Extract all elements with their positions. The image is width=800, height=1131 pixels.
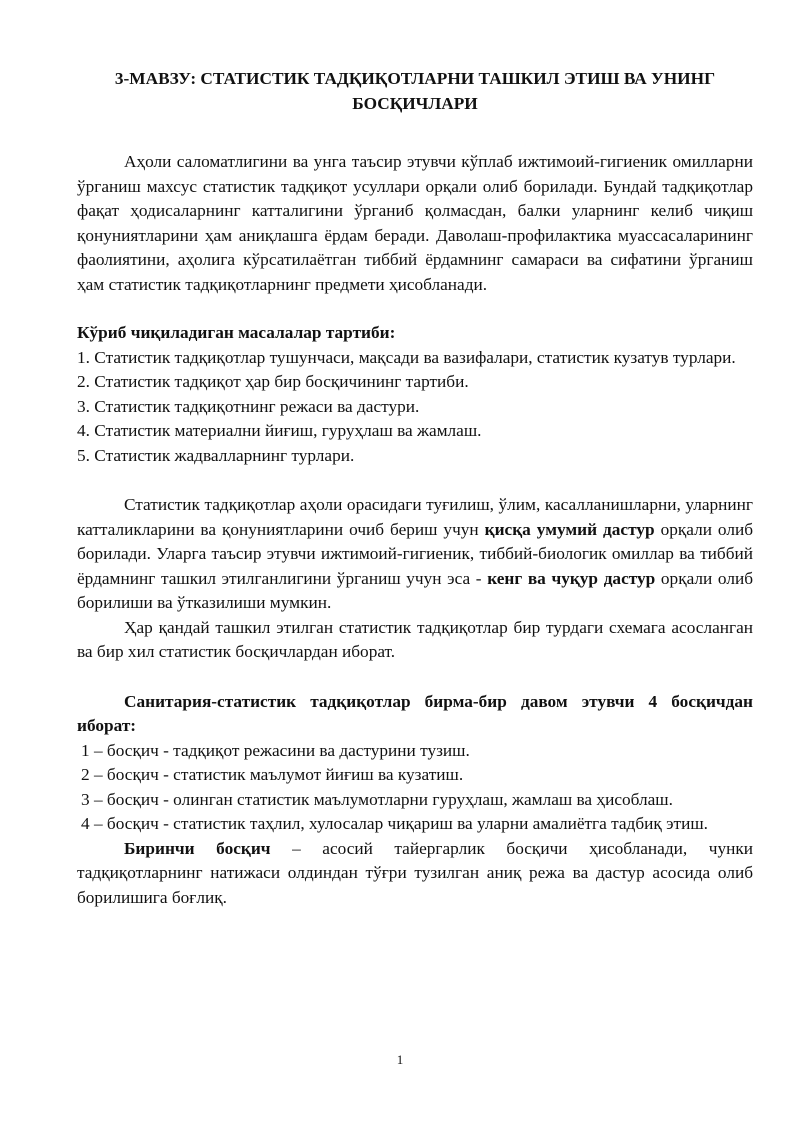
- list-item: 4 – босқич - статистик таҳлил, хулосалар чиқариш ва уларни амалиётга тадбиқ этиш.: [81, 814, 708, 833]
- list-item: 2 – босқич - статистик маълумот йиғиш ва кузатиш.: [81, 765, 464, 784]
- broad-program-term: кенг ва чуқур дастур: [487, 568, 656, 588]
- short-program-term: қисқа умумий дастур: [484, 519, 655, 539]
- list-item: 3 – босқич - олинган статистик маълумотларни гуруҳлаш, жамлаш ва ҳисоблаш.: [81, 789, 673, 809]
- topics-heading: Кўриб чиқиладиган масалалар тартиби:: [77, 323, 396, 342]
- list-item: 3. Статистик тадқиқотнинг режаси ва дастури.: [77, 396, 420, 416]
- list-item: 1 – босқич - тадқиқот режасини ва дастурини тузиш.: [81, 740, 470, 760]
- list-item: 4. Статистик материални йиғиш, гуруҳлаш ва жамлаш.: [77, 421, 482, 440]
- list-item: 2. Статистик тадқиқот ҳар бир босқичининг тартиби.: [77, 372, 469, 391]
- stages-list: [77, 739, 753, 837]
- first-stage-paragraph: [77, 837, 753, 911]
- first-stage-text: – асосий тайергарлик босқичи ҳисобланади, чунки тадқиқотларнинг натижаси олдиндан тўғри тузилган аниқ режа ва дастур асосида олиб борилишига боғлиқ.: [77, 838, 753, 907]
- first-stage-term: Биринчи босқич: [124, 838, 271, 858]
- scheme-paragraph: Ҳар қандай ташкил этилган статистик тадқиқотлар бир турдаги схемага асосланган ва бир хил статистик босқичлардан иборат.: [77, 617, 753, 661]
- program-text-2: орқали олиб борилади. Уларга таъсир этувчи ижтимоий-гигиеник, тиббий-биологик омиллар ва тиббий ёрдамнинг ташкил этилганлигини ўрганиш учун эса -: [77, 519, 754, 588]
- program-text-3: орқали олиб борилиши ва ўтказилиши мумкин.: [77, 568, 754, 612]
- list-item: 5. Статистик жадвалларнинг турлари.: [77, 445, 355, 465]
- list-item: 1. Статистик тадқиқотлар тушунчаси, мақсади ва вазифалари, статистик кузатув турлари.: [77, 347, 736, 367]
- program-paragraph: [77, 493, 753, 616]
- page-number: 1: [396, 1052, 404, 1067]
- program-text-1: Статистик тадқиқотлар аҳоли орасидаги туғилиш, ўлим, касалланишларни, уларнинг катталикларини ва қонуниятларини очиб бериш учун: [77, 495, 753, 539]
- intro-paragraph: Аҳоли саломатлигини ва унга таъсир этувчи кўплаб ижтимоий-гигиеник омилларни ўрганиш махсус статистик тадқиқот усуллари орқали олиб борилади. Бундай тадқиқотлар фақат ҳодисаларнинг катталигини ўрганиб қолмасдан, балки уларнинг келиб чиқиш қонуниятларини ҳам аниқлашга ёрдам беради. Даволаш-профилактика муассасаларининг фаолиятини, аҳолига кўрсатилаётган тиббий ёрдамнинг самараси ва сифатини ўрганиш ҳам статистик тадқиқотларнинг предмети ҳисобланади.: [77, 152, 753, 294]
- page-title: 3-МАВЗУ: СТАТИСТИК ТАДҚИҚОТЛАРНИ ТАШКИЛ ЭТИШ ВА УНИНГ БОСҚИЧЛАРИ: [114, 69, 716, 113]
- topics-list: [77, 346, 753, 469]
- stages-heading: Санитария-статистик тадқиқотлар бирма-бир давом этувчи 4 босқичдан иборат:: [77, 691, 753, 735]
- document-page: [77, 66, 753, 910]
